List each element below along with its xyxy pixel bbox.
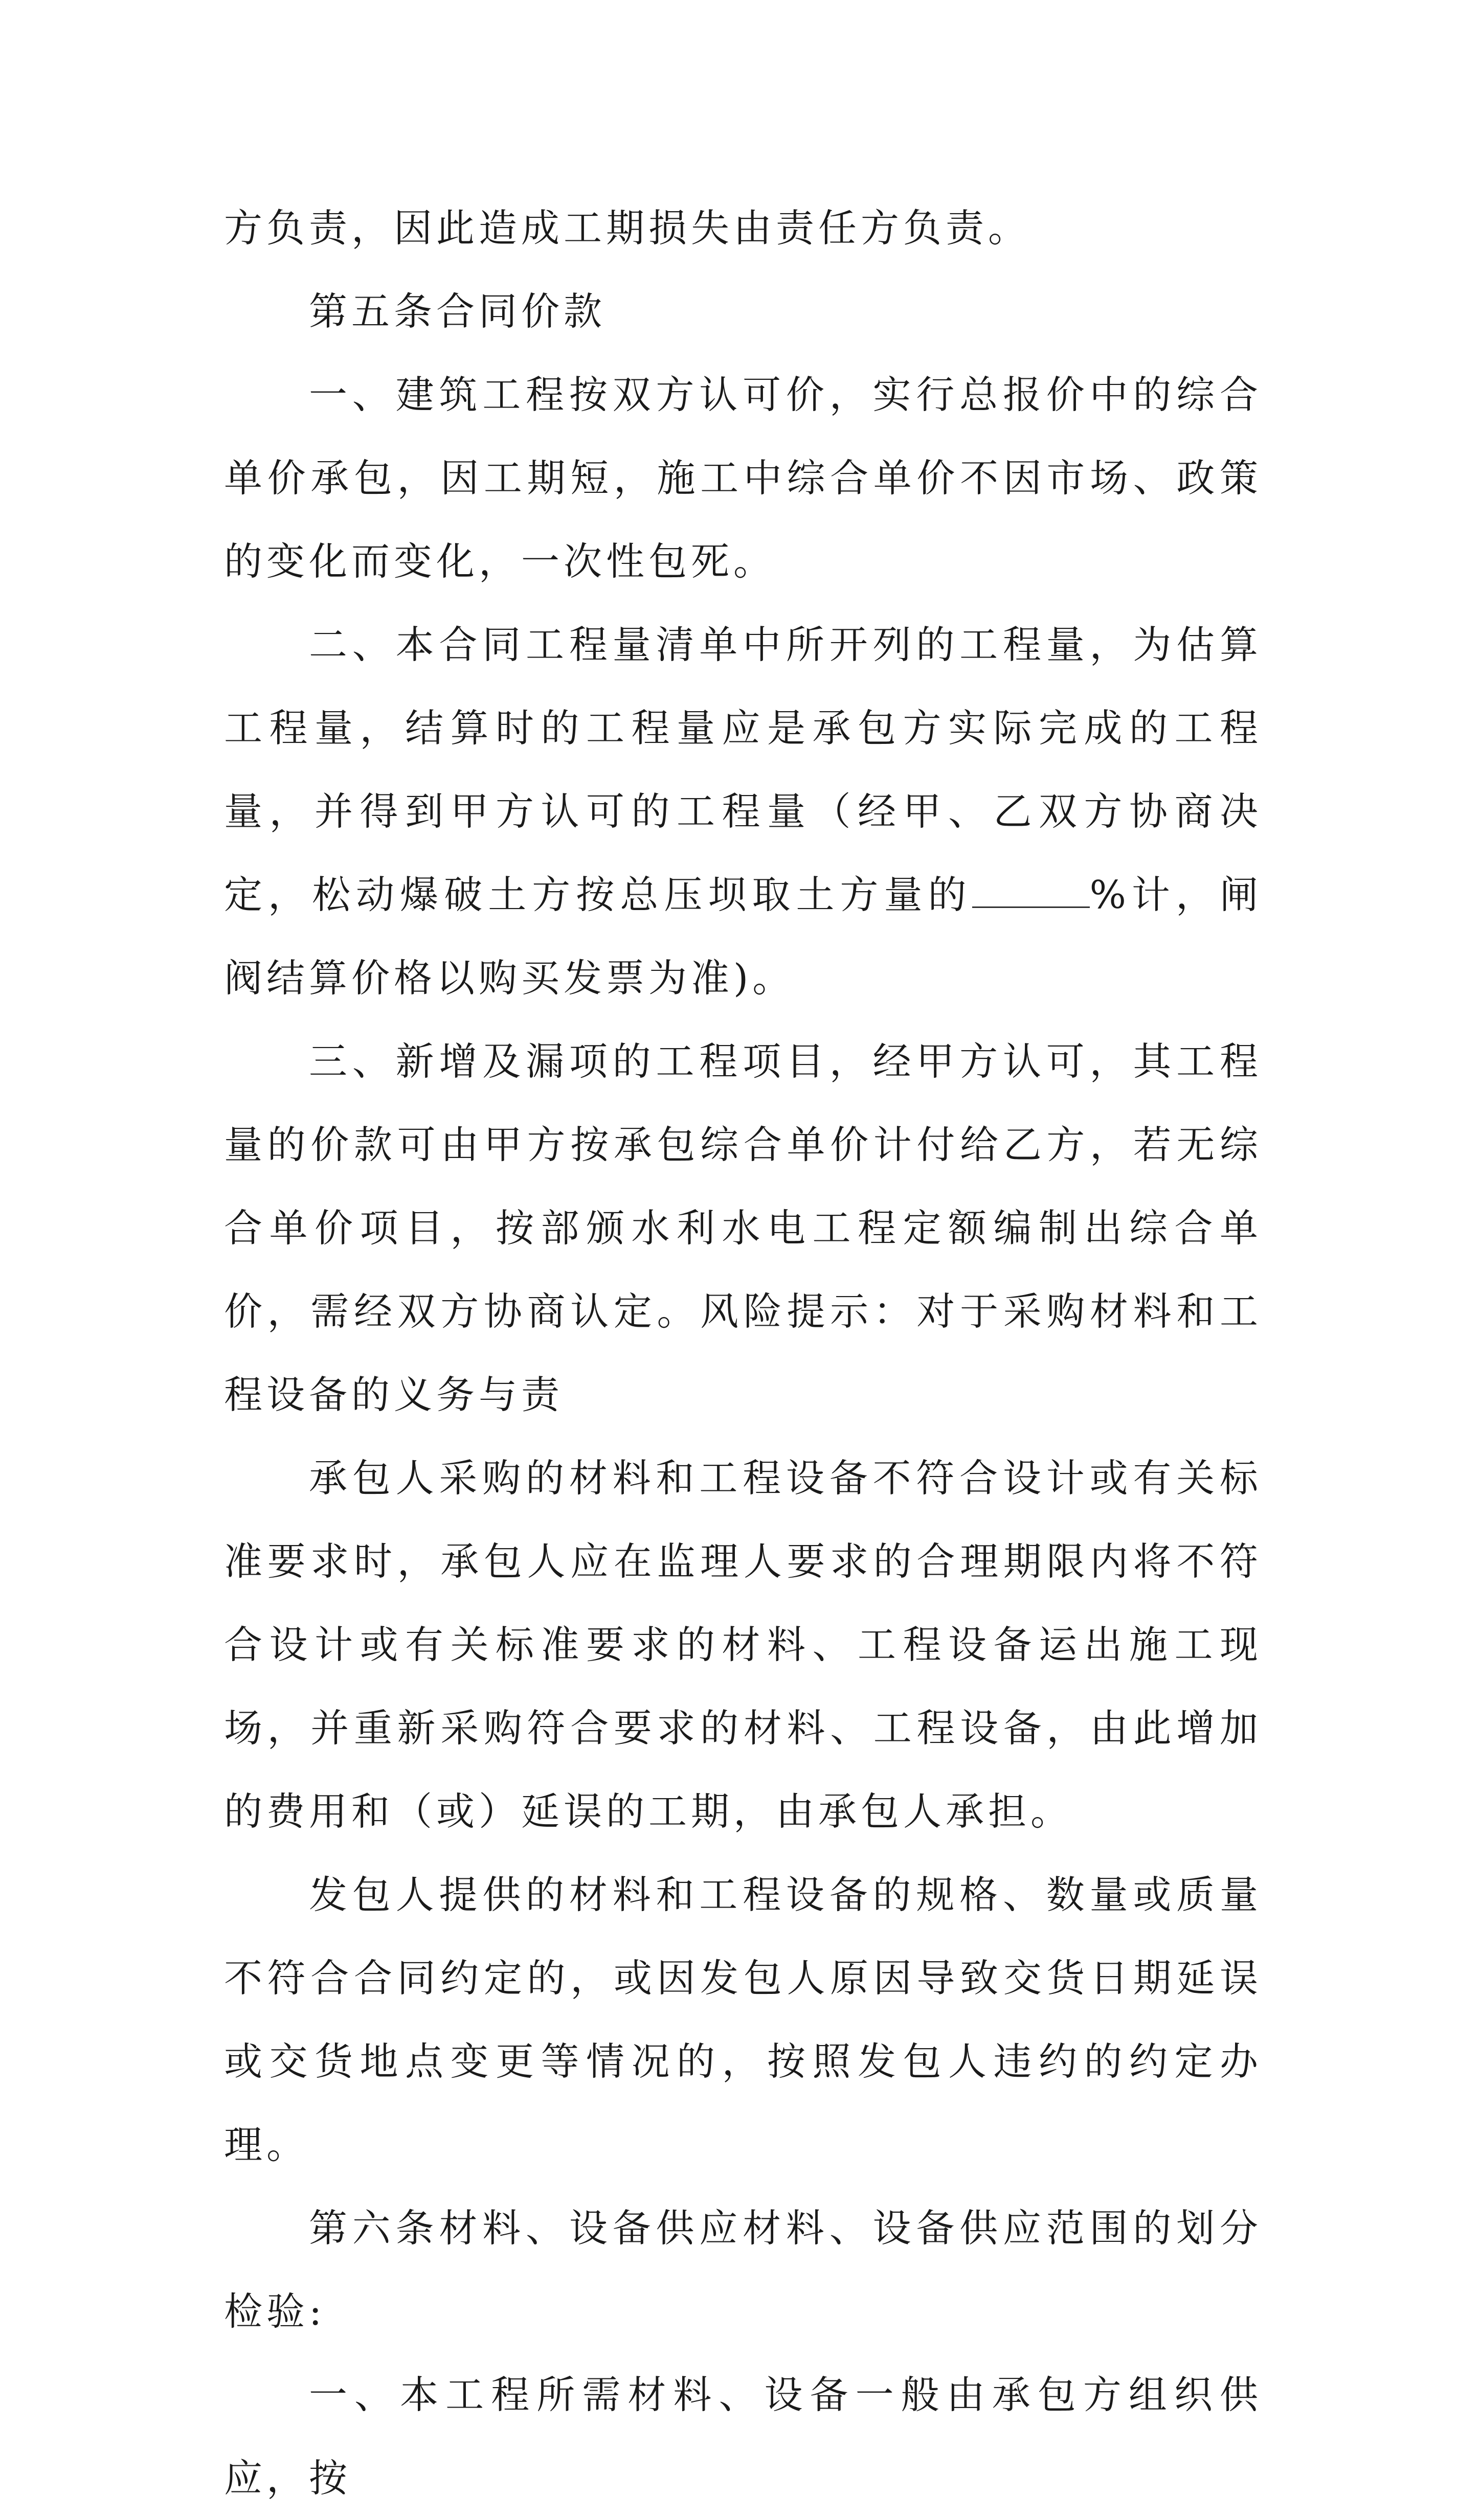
paragraph: 方负责，因此造成工期损失由责任方负责。 [224, 206, 1031, 251]
paragraph-text: %计，闸阀结算价格以购买发票为准)。 [224, 872, 1262, 1001]
paragraph: 承包人采购的材料和工程设备不符合设计或有关标准要求时，承包人应在监理人要求的合理期限内将不符合设计或有关标准要求的材料、工程设备运出施工现场，并重新采购符合要求的材料、工程设备，由此增加的费用和（或）延误的工期，由承包人承担。 [224, 1456, 1262, 1834]
paragraph: 一、建筑工程按双方认可价，实行总报价中的综合单价承包，因工期短，施工中综合单价不因市场、政策的变化而变化，一次性包死。 [224, 372, 1262, 584]
paragraph: 三、新增及漏项的工程项目，经甲方认可，其工程量的价款可由甲方按承包综合单价计付给乙方，若无综合单价项目，按部颁水利水电工程定额编制出综合单价，需经双方协商认定。风险提示：对于采购材料和工程设备的义务与责 [224, 1039, 1262, 1417]
paragraph [224, 603, 1262, 1020]
paragraph: 一、本工程所需材料、设备一般由承包方组织供应，按 [224, 2372, 1262, 2501]
section-heading: 第五条合同价款 [309, 289, 607, 334]
document-body [224, 187, 1262, 2520]
paragraph: 发包人提供的材料和工程设备的规格、数量或质量不符合合同约定的，或因发包人原因导致交货日期延误或交货地点变更等情况的，按照发包人违约的约定办理。 [224, 1872, 1262, 2167]
fill-in-blank[interactable] [972, 876, 1090, 908]
section-heading: 第六条材料、设备供应材料、设备供应范围的划分检验: [224, 2206, 1262, 2334]
paragraph-text: 二、本合同工程量清单中所开列的工程量，为估算工程量，结算时的工程量应是承包方实际完成的工程量，并得到甲方认可的工程量（经甲、乙双方协商决定，松动爆破土方按总压坝取土方量的 [224, 622, 1262, 917]
